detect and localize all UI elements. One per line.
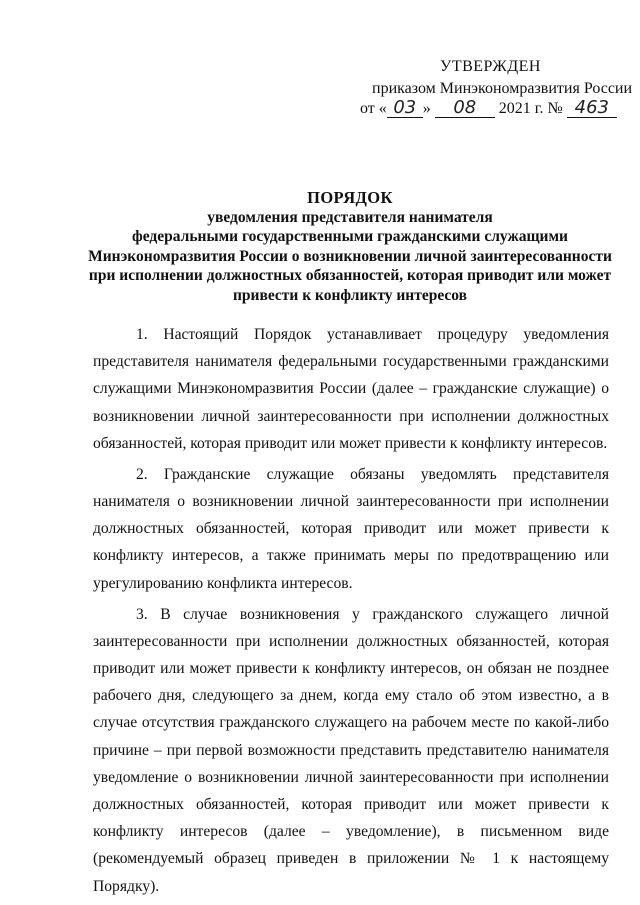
handwritten-order-number: 463 — [567, 99, 617, 118]
paragraph-3: 3. В случае возникновения у гражданского служащего личной заинтересованности при исполнении должностных обязанностей, которая приводит или может привести к конфликту интересов, он обязан не позднее рабочего дня, следующего за днем, когда ему стало об этом известно, а в случае отсутствия гражданского служащего на рабочем месте по какой-либо причине – при первой возможности представить представителю нанимателя уведомление о возникновении личной заинтересованности при исполнении должностных обязанностей, которая приводит или может привести к конфликту интересов (далее – уведомление), в письменном виде (рекомендуемый образец приведен в приложении № 1 к настоящему Порядку). — [93, 605, 609, 895]
title-line: уведомления представителя нанимателя — [207, 208, 493, 226]
approval-date-line — [360, 98, 617, 119]
approval-order-line: приказом Минэкономразвития России — [372, 80, 633, 97]
date-day-close: » — [422, 100, 431, 117]
paragraph-2: 2. Гражданские служащие обязаны уведомлять представителя нанимателя о возникновении личной заинтересованности при исполнении должностных обязанностей, которая приводит или может привести к конфликту интересов, а также принимать меры по предотвращению или урегулированию конфликта интересов. — [93, 465, 609, 592]
title-main: ПОРЯДОК — [307, 188, 393, 207]
document-title — [60, 188, 640, 305]
approval-heading: УТВЕРЖДЕН — [440, 58, 541, 75]
title-line: при исполнении должностных обязанностей, которая приводит или может — [88, 267, 612, 284]
title-line: Минэкономразвития России о возникновении личной заинтересованности — [88, 247, 612, 265]
date-year-text: 2021 г. № — [498, 100, 563, 117]
date-prefix: от « — [360, 100, 387, 117]
paragraph-1: 1. Настоящий Порядок устанавливает процедуру уведомления представителя нанимателя федеральными государственными гражданскими служащими Минэкономразвития России (далее – гражданские служащие) о возникновении личной заинтересованности при исполнении должностных обязанностей, которая приводит или может привести к конфликту интересов. — [93, 326, 609, 452]
title-line: привести к конфликту интересов — [232, 286, 468, 304]
title-line: федеральными государственными гражданскими служащими — [132, 228, 568, 245]
handwritten-day: 03 — [387, 99, 423, 118]
handwritten-month: 08 — [435, 99, 495, 118]
document-body — [93, 321, 609, 900]
